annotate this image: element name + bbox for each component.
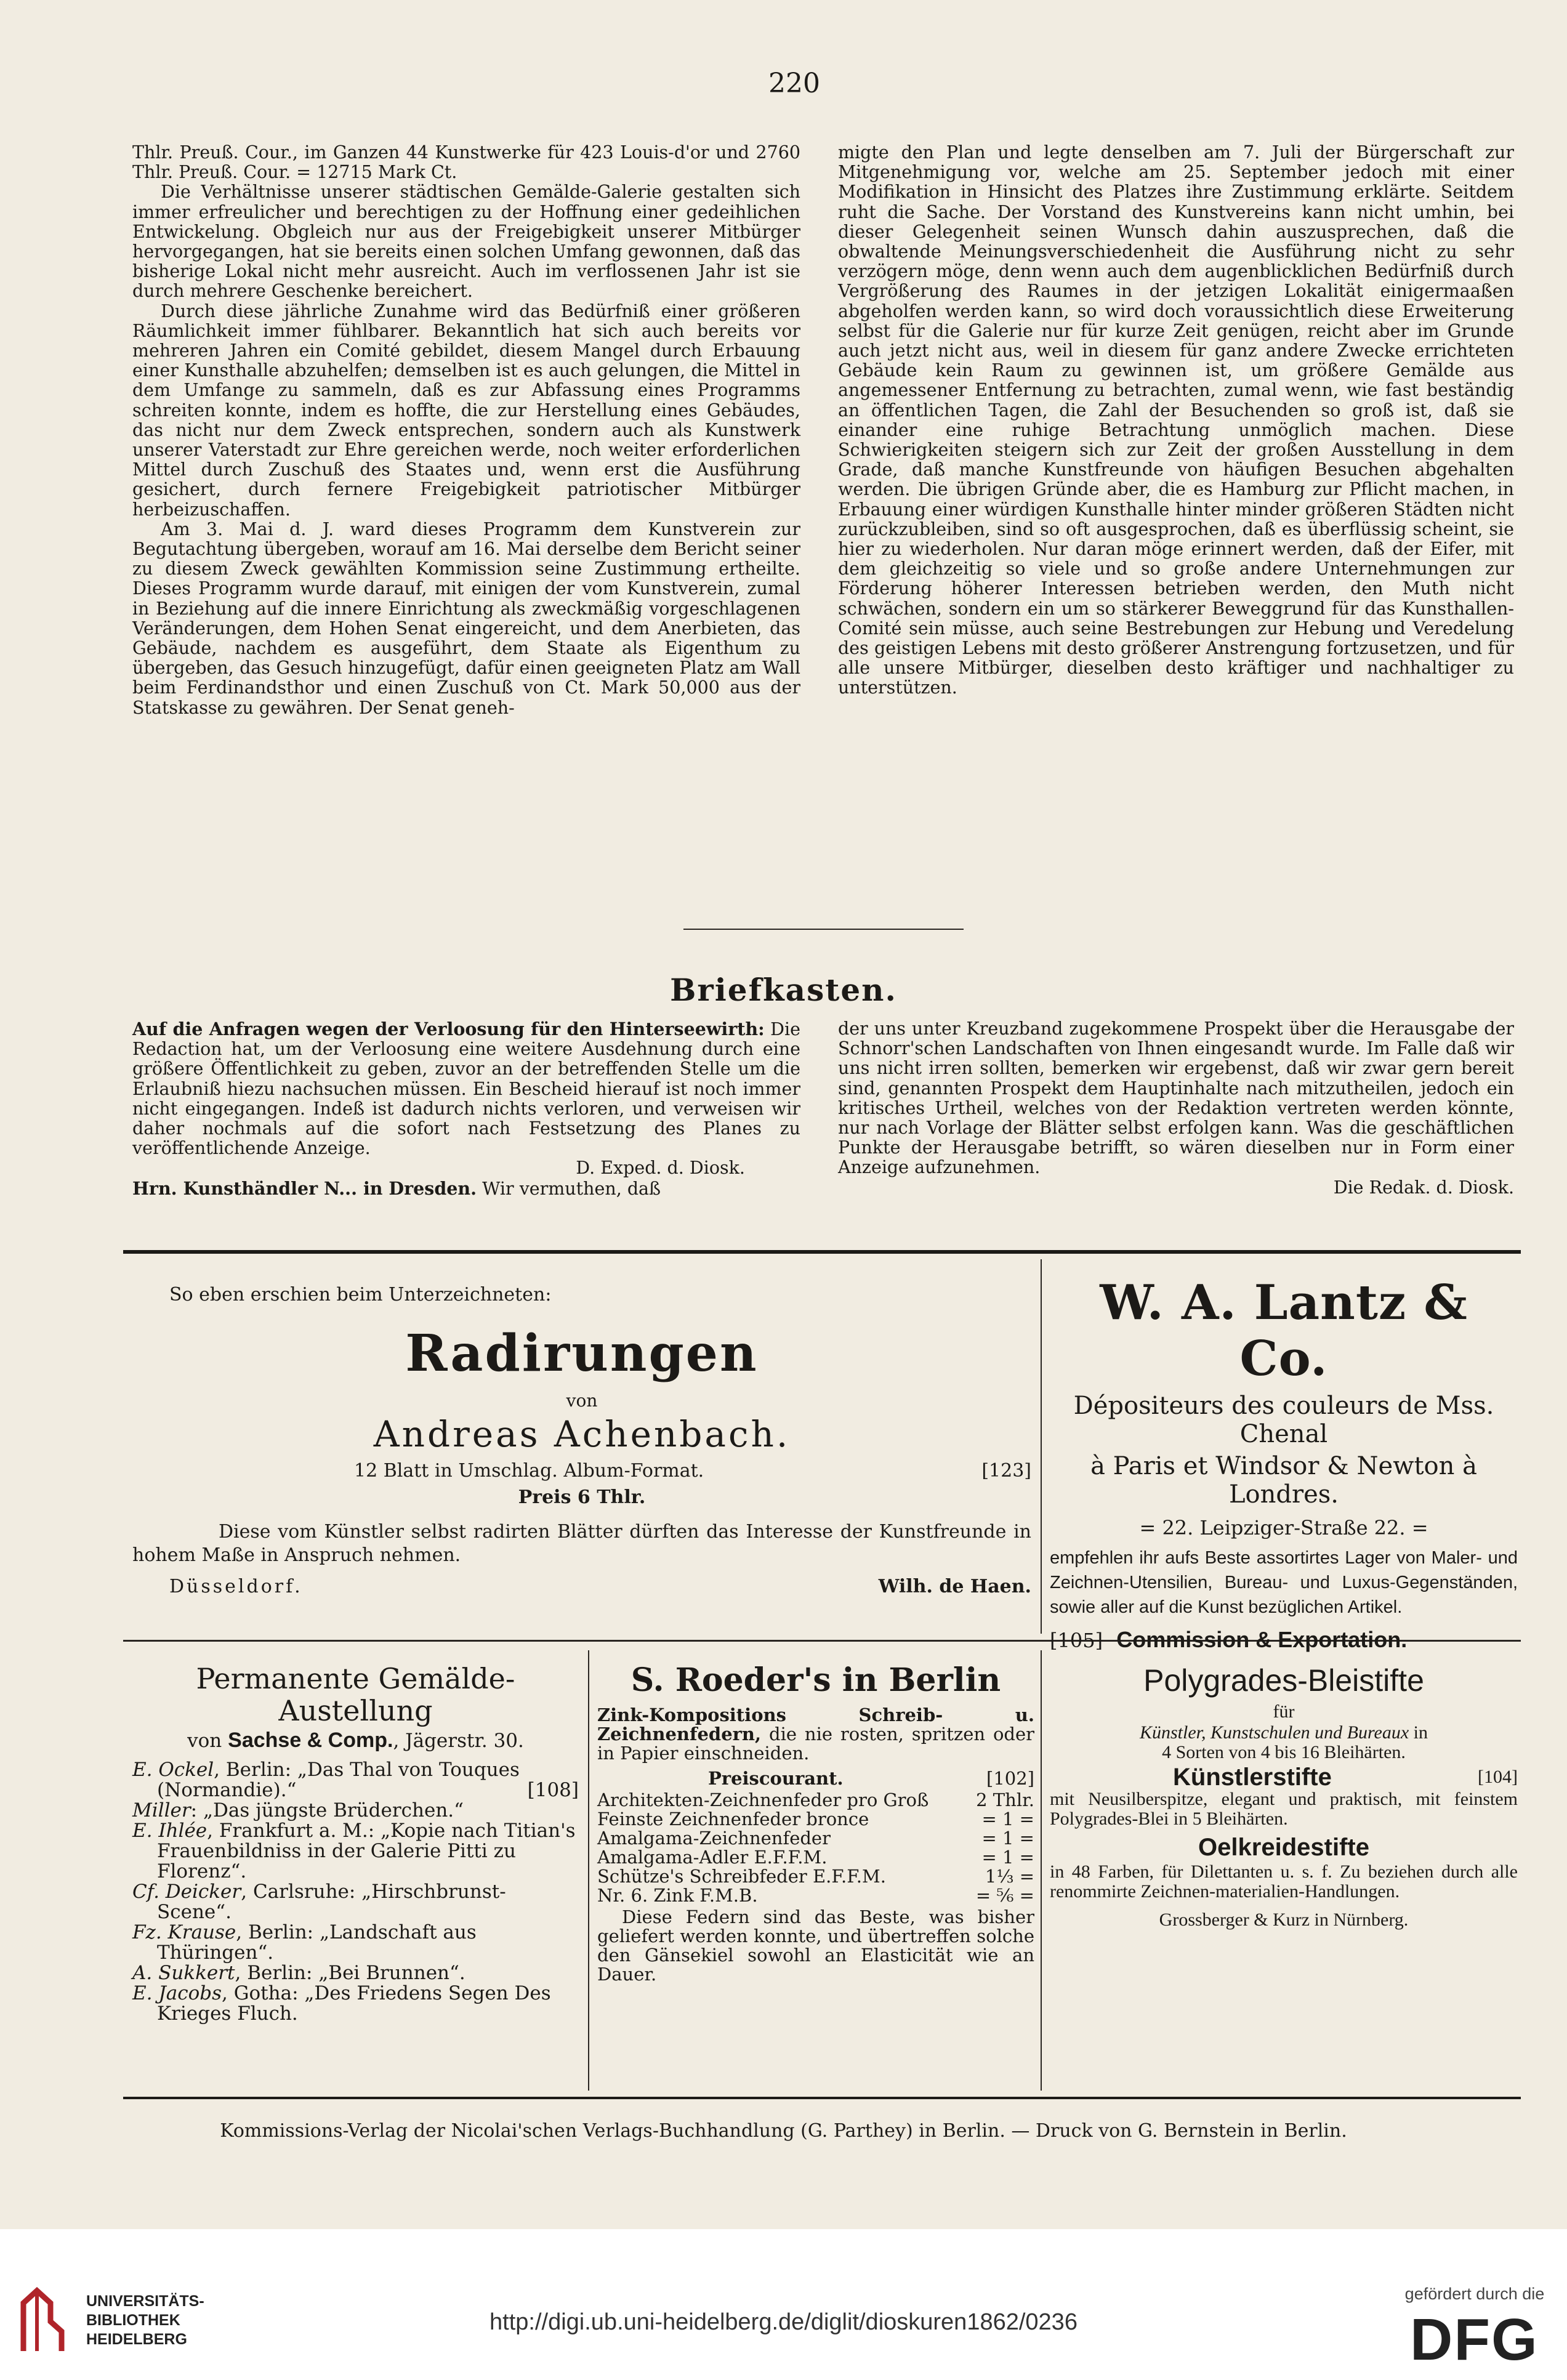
briefkasten-lead: Auf die Anfragen wegen der Verloosung für den Hinterseewirth: — [132, 1019, 765, 1039]
briefkasten-text: Wir vermuthen, daß — [477, 1178, 661, 1199]
article-left-column — [132, 143, 800, 718]
artist-name: A. Sukkert — [132, 1962, 235, 1984]
ad-radierungen — [132, 1262, 1031, 1597]
article-right-column — [838, 143, 1514, 698]
ad-publisher: Wilh. de Haen. — [878, 1576, 1031, 1597]
ad-polygrades-title: Polygrades-Bleistifte — [1143, 1663, 1424, 1698]
price-row — [597, 1810, 1034, 1829]
ad-ref: [102] — [986, 1768, 1034, 1789]
ad-ausstellung-firmline — [132, 1730, 579, 1751]
artist-name: E. Jacobs — [132, 1982, 222, 2004]
university-name-line: HEIDELBERG — [86, 2331, 187, 2348]
ad-polygrades-line2: 4 Sorten von 4 bis 16 Bleihärten. — [1162, 1742, 1406, 1762]
ad-roeder-price-head — [597, 1769, 1034, 1788]
article-paragraph: migte den Plan und legte denselben am 7. Juli der Bürgerschaft zur Mitgenehmigung vor, welche am 25. September jedoch mit einer Modifikation in Hinsicht des Platzes ihre Zustimmung erklärte. Seitdem ruht die Sache. Der Vorstand des Kunstvereins kann nicht umhin, bei dieser Gelegenheit seinen Wunsch dahin auszusprechen, daß die obwaltende Meinungsverschiedenheit die Ausführung nicht zu sehr verzögern möge, denn wenn auch dem augenblicklichen Bedürfniß durch Vergrößerung des Raumes in der jetzigen Lokalität einigermaaßen abgeholfen werden kann, so wird doch voraussichtlich diese Erweiterung selbst für die Galerie nur für kurze Zeit genügen, reicht aber im Grunde auch jetzt nicht aus, weil in diesem für ganz andere Zwecke errichteten Gebäude kein Raum zu gewinnen ist, um größere Gemälde aus angemessener Entfernung zu betrachten, zumal wenn, wie fast beständig an öffentlichen Tagen, die Zahl der Besuchenden so groß ist, daß sie einander eine ruhige Betrachtung unmöglich machen. Diese Schwierigkeiten steigern sich zur Zeit der großen Ausstellung in dem Grade, daß manche Kunstfreunde von häufigen Besuchen abgehalten werden. Die übrigen Gründe aber, die es Hamburg zur Pflicht machen, in Erbauung einer würdigen Kunsthalle hinter minder größeren Städten nicht zurückzubleiben, sind so oft ausgesprochen, daß es überflüssig scheint, sie hier zu wiederholen. Nur daran möge erinnert werden, daß der Eifer, mit dem gleichzeitig so viele und so große andere Unternehmungen zur Förderung höherer Interessen betrieben werden, den Muth nicht schwächen, sondern ein um so stärkerer Beweggrund für das Kunsthallen-Comité sein müsse, auch seine Bestrebungen zur Hebung und Veredelung des geistigen Lebens mit desto größerer Anstrengung fortzusetzen, und für alle unsere Mitbürger, dieselben desto kräftiger und nachhaltiger zu unterstützen. — [838, 142, 1514, 698]
section-divider — [683, 929, 964, 930]
ad-ausstellung-list — [132, 1760, 579, 2024]
funding-note: gefördert durch die — [1404, 2285, 1545, 2303]
ad-details: 12 Blatt in Umschlag. Album-Format. — [354, 1460, 704, 1482]
ad-lantz-text: empfehlen ihr aufs Beste assortirtes Lager von Maler- und Zeichnen-Utensilien, Bureau- und Luxus-Gegenständen, sowie aller auf die Kunst bezüglichen Artikel. — [1050, 1548, 1518, 1617]
price-value: 1⅓ = — [985, 1866, 1034, 1887]
article-paragraph: Die Verhältnisse unserer städtischen Gemälde-Galerie gestalten sich immer erfreulicher und berechtigen zu der Hoffnung einer gedeihlichen Entwickelung. Obgleich nur aus der Freigebigkeit unserer Mitbürger hervorgegangen, hat sie bereits einen solchen Umfang gewonnen, daß das bisherige Lokal nicht mehr ausreicht. Auch im verflossenen Jahr ist sie durch mehrere Geschenke bereichert. — [132, 182, 800, 302]
list-item — [132, 1963, 579, 1983]
ad-lantz-tag: Commission & Exportation. — [1116, 1627, 1408, 1652]
page-number: 220 — [768, 68, 820, 99]
ad-footer-row — [132, 1576, 1031, 1597]
ad-polygrades-in: in — [1409, 1722, 1428, 1743]
list-item — [132, 1760, 579, 1801]
dfg-logo: DFG — [1410, 2307, 1539, 2373]
article-paragraph: Thlr. Preuß. Cour., im Ganzen 44 Kunstwerke für 423 Louis-d'or und 2760 Thlr. Preuß. Cour. = 12715 Mark Ct. — [132, 142, 800, 183]
artist-name: E. Ockel — [132, 1759, 214, 1781]
briefkasten-heading: Briefkasten. — [670, 972, 897, 1008]
list-item — [132, 1821, 579, 1882]
ad-roeder — [597, 1663, 1034, 1984]
ad-lantz-line: Dépositeurs des couleurs de Mss. Chenal — [1073, 1392, 1494, 1448]
ads-divider — [1041, 1259, 1042, 1634]
price-value: = 1 = — [981, 1847, 1034, 1868]
artwork-text: , Berlin: „Bei Brunnen“. — [235, 1962, 465, 1984]
ad-polygrades-head: Künstlerstifte — [1173, 1764, 1332, 1791]
price-item: Nr. 6. Zink F.M.B. — [597, 1885, 758, 1906]
price-row — [597, 1829, 1034, 1848]
list-item — [132, 1801, 579, 1821]
price-row — [597, 1886, 1034, 1905]
artwork-text: , Berlin: „Das Thal von Touques (Normandie).“ — [157, 1759, 520, 1801]
artist-name: Miller — [132, 1799, 191, 1821]
briefkasten-text: der uns unter Kreuzband zugekommene Prospekt über die Herausgabe der Schnorr'schen Landschaften von Ihnen eingesandt wurde. Im Falle daß wir uns nicht irren sollten, bemerken wir ergebenst, daß wir zwar gern bereit sind, genannten Prospekt dem Hauptinhalte nach mitzutheilen, jedoch ein kritisches Urtheil, welches von der Redaktion vertreten werden könnte, nur nach Vorlage der Blätter selbst erfolgen kann. Was die geschäftlichen Punkte der Herausgabe betrifft, so wären dieselben nur in Form einer Anzeige aufzunehmen. — [838, 1019, 1514, 1178]
ad-polygrades-firm: Grossberger & Kurz in Nürnberg. — [1159, 1910, 1409, 1930]
ad-ausstellung — [132, 1663, 579, 2024]
article-paragraph: Durch diese jährliche Zunahme wird das Bedürfniß einer größeren Räumlichkeit immer fühlbarer. Bekanntlich hat sich auch bereits vor mehreren Jahren ein Comité gebildet, diesem Mangel durch Erbauung einer Kunsthalle abzuhelfen; demselben ist es auch gelungen, die Mittel in dem Umfange zu sammeln, daß es zur Abfassung eines Programms schreiten konnte, indem es hoffte, die zur Herstellung eines Gebäudes, das nicht nur dem Zweck entsprechen, sondern auch als Kunstwerk unserer Vaterstadt zur Ehre gereichen werde, noch weiter erforderlichen Mittel durch Zuschuß des Staates und, wenn erst die Ausführung gesichert, durch fernere Freigebigkeit patriotischer Mitbürger herbeizuschaffen. — [132, 301, 800, 520]
ad-polygrades-text2: mit Neusilberspitze, elegant und praktisch, mit feinstem Polygrades-Blei in 5 Bleihärten. — [1050, 1789, 1518, 1829]
university-name-line: UNIVERSITÄTS- — [86, 2293, 204, 2310]
ad-roeder-product: Zink-Kompositions Schreib- u. Zeichnenfedern, — [597, 1704, 1034, 1745]
ad-text: Diese vom Künstler selbst radirten Blätter dürften das Interesse der Kunstfreunde in hohem Maße in Anspruch nehmen. — [132, 1521, 1031, 1566]
briefkasten-signature: D. Exped. d. Diosk. — [576, 1158, 745, 1179]
ad-roeder-desc: die nie rosten, spritzen oder in Papier einschneiden. — [597, 1724, 1034, 1764]
ad-polygrades-line — [1050, 1723, 1518, 1743]
price-item: Amalgama-Adler E.F.F.M. — [597, 1847, 828, 1868]
imprint-footer: Kommissions-Verlag der Nicolai'schen Verlags-Buchhandlung (G. Parthey) in Berlin. — Druck von G. Bernstein in Berlin. — [220, 2120, 1347, 2142]
briefkasten-lead: Hrn. Kunsthändler N... in Dresden. — [132, 1177, 477, 1199]
briefkasten-left — [132, 1019, 800, 1199]
artwork-text: , Berlin: „Landschaft aus Thüringen“. — [157, 1921, 477, 1964]
ad-artist: Andreas Achenbach. — [373, 1413, 791, 1455]
ad-roeder-title: S. Roeder's in Berlin — [630, 1661, 1001, 1699]
ad-lantz — [1050, 1262, 1518, 1653]
price-item: Feinste Zeichnenfeder bronce — [597, 1809, 869, 1829]
ad-ausstellung-addr: , Jägerstr. 30. — [393, 1730, 524, 1752]
price-item: Amalgama-Zeichnenfeder — [597, 1828, 831, 1849]
ad-polygrades — [1050, 1663, 1518, 1930]
artwork-text: : „Das jüngste Brüderchen.“ — [190, 1799, 464, 1821]
ads-bottom-rule — [123, 2097, 1521, 2099]
ad-roeder-sub — [597, 1706, 1034, 1763]
list-item — [132, 1922, 579, 1963]
source-url[interactable]: http://digi.ub.uni-heidelberg.de/diglit/dioskuren1862/0236 — [489, 2309, 1078, 2335]
ad-intro: So eben erschien beim Unterzeichneten: — [169, 1284, 552, 1305]
artwork-text: , Frankfurt a. M.: „Kopie nach Titian's Frauenbildniss in der Galerie Pitti zu Florenz“. — [157, 1820, 576, 1882]
ad-ref: [123] — [981, 1460, 1031, 1482]
artist-name: Fz. Krause — [132, 1921, 236, 1943]
artwork-text: , Carlsruhe: „Hirschbrunst-Scene“. — [157, 1881, 506, 1923]
artwork-text: , Gotha: „Des Friedens Segen Des Krieges Fluch. — [157, 1982, 551, 2025]
price-value: = ⅚ = — [975, 1885, 1034, 1906]
ad-polygrades-text3: in 48 Farben, für Dilettanten u. s. f. Zu beziehen durch alle renommirte Zeichnen-materialien-Handlungen. — [1050, 1862, 1518, 1902]
price-value: = 1 = — [981, 1828, 1034, 1849]
ad-lantz-line: à Paris et Windsor & Newton à Londres. — [1090, 1452, 1477, 1509]
list-item — [132, 1983, 579, 2024]
price-heading: Preiscourant. — [708, 1768, 844, 1789]
price-row — [597, 1791, 1034, 1810]
ad-polygrades-fuer: für — [1273, 1701, 1295, 1722]
ad-von: von — [187, 1730, 222, 1752]
university-name-line: BIBLIOTHEK — [86, 2312, 180, 2329]
ad-roeder-text: Diese Federn sind das Beste, was bisher geliefert werden konnte, und übertreffen solche den Gänsekiel sowohl an Elasticität wie an Dauer. — [597, 1906, 1034, 1985]
ad-lantz-footer — [1050, 1627, 1518, 1653]
briefkasten-right — [838, 1019, 1514, 1198]
ad-ausstellung-title: Permanente Gemälde-Austellung — [196, 1662, 515, 1727]
ads-divider — [1041, 1650, 1042, 2091]
ad-lantz-address: = 22. Leipziger-Straße 22. = — [1139, 1516, 1428, 1539]
ad-ausstellung-firm: Sachse & Comp. — [228, 1729, 393, 1752]
digitization-bar — [0, 2229, 1567, 2380]
ad-price: Preis 6 Thlr. — [518, 1486, 646, 1508]
ad-lantz-name: W. A. Lantz & Co. — [1100, 1275, 1468, 1387]
price-item: Architekten-Zeichnenfeder pro Groß — [597, 1789, 929, 1810]
article-paragraph: Am 3. Mai d. J. ward dieses Programm dem Kunstverein zur Begutachtung übergeben, worauf am 16. Mai derselbe dem Bericht seiner zu diesem Zweck gewählten Kommission seine Zustimmung ertheilte. Dieses Programm wurde darauf, mit einigen der vom Kunstverein, zumal in Beziehung auf die innere Einrichtung als zweckmäßig vorgeschlagenen Veränderungen, dem Hohen Senat eingereicht, und dem Anerbieten, das Gebäude, nachdem es ausgeführt, dem Staate als Eigenthum zu übergeben, das Gesuch hinzugefügt, dafür einen geeigneten Platz am Wall beim Ferdinandsthor und einen Zuschuß von Ct. Mark 50,000 aus der Statskasse zu gewähren. Der Senat geneh- — [132, 518, 800, 718]
price-value: 2 Thlr. — [976, 1789, 1034, 1810]
artist-name: Cf. Deicker — [132, 1881, 241, 1903]
briefkasten-signature: Die Redak. d. Diosk. — [1333, 1177, 1514, 1198]
price-row — [597, 1848, 1034, 1867]
ad-place: Düsseldorf. — [169, 1576, 303, 1597]
price-row — [597, 1867, 1034, 1886]
ad-roeder-price-list — [597, 1791, 1034, 1905]
price-value: = 1 = — [981, 1809, 1034, 1829]
briefkasten-text: Die Redaction hat, um der Verloosung eine weitere Ausdehnung durch eine größere Öffentlichkeit zu geben, zuvor an der betreffenden Stelle um die Erlaubniß hiezu nachsuchen müssen. Ein Bescheid hierauf ist noch immer nicht eingegangen. Indeß ist dadurch nichts verloren, und verweisen wir daher nochmals auf die sofort nach Festsetzung des Planes zu veröffentlichende Anzeige. — [132, 1019, 800, 1159]
ad-polygrades-audience: Künstler, Kunstschulen und Bureaux — [1139, 1722, 1409, 1743]
list-item — [132, 1882, 579, 1922]
price-item: Schütze's Schreibfeder E.F.F.M. — [597, 1866, 886, 1887]
ad-title: Radirungen — [405, 1324, 759, 1383]
ad-ref: [104] — [1478, 1767, 1518, 1787]
artist-name: E. Ihlée — [132, 1820, 207, 1842]
ad-von: von — [566, 1390, 598, 1411]
ad-details-row — [132, 1460, 1031, 1482]
ad-ref: [105] — [1050, 1629, 1103, 1652]
ad-polygrades-head2-row — [1050, 1764, 1518, 1791]
ad-polygrades-head: Oelkreidestifte — [1198, 1834, 1369, 1861]
ads-divider — [588, 1650, 589, 2091]
ad-ref: [108] — [527, 1779, 579, 1801]
ads-top-rule — [123, 1250, 1521, 1254]
